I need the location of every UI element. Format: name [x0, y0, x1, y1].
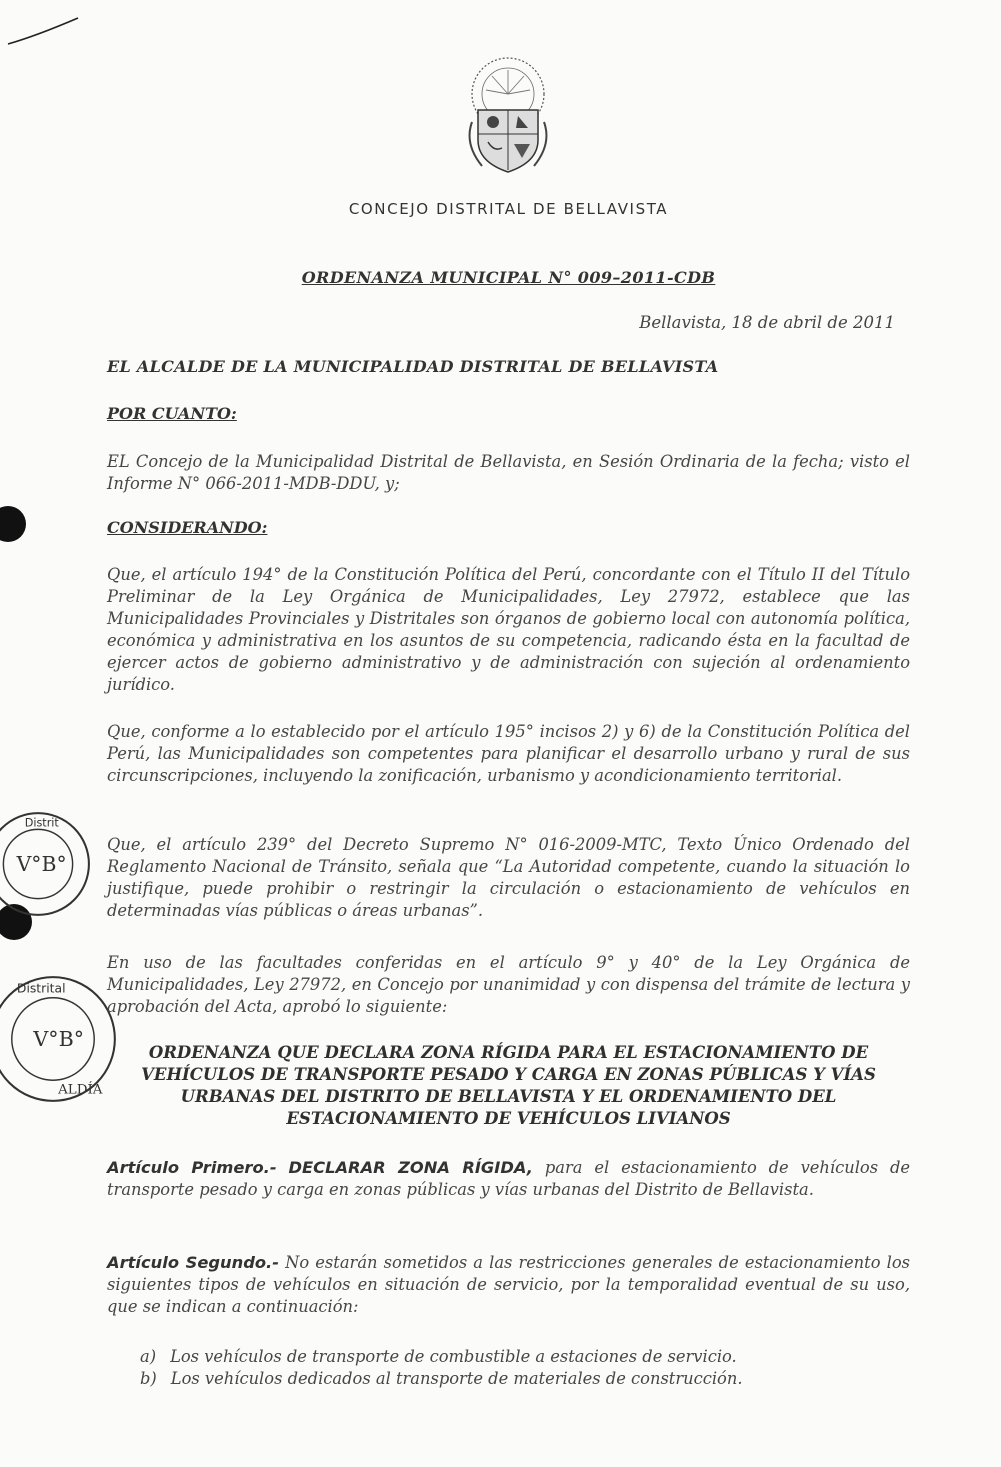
considerando-paragraph: Que, el artículo 239° del Decreto Supremo N° 016-2009-MTC, Texto Único Ordenado del Reglamento Nacional de Tránsito, señala que “La Autoridad competente, cuando la situación lo justifique, puede prohibir o restringir la circulación o estacionamiento de vehículos en determinadas vías públicas o áreas urbanas”. — [107, 835, 910, 920]
ordinance-title: ORDENANZA QUE DECLARA ZONA RÍGIDA PARA EL ESTACIONAMIENTO DE VEHÍCULOS DE TRANSPORTE PESADO Y CARGA EN ZONAS PÚBLICAS Y VÍAS URBANAS DEL DISTRITO DE BELLAVISTA Y EL ORDENAMIENTO DEL ESTACIONAMIENTO DE VEHÍCULOS LIVIANOS — [141, 1043, 876, 1128]
considerando-paragraph: Que, conforme a lo establecido por el artículo 195° incisos 2) y 6) de la Constitución Política del Perú, las Municipalidades son competentes para planificar el desarrollo urbano y rural de sus circunscripciones, incluyendo la zonificación, urbanismo y acondicionamiento territorial. — [107, 722, 910, 785]
ordinance-number: ORDENANZA MUNICIPAL N° 009–2011-CDB — [301, 268, 716, 287]
list-item-text: Los vehículos de transporte de combustible a estaciones de servicio. — [170, 1347, 737, 1366]
por-cuanto-label: POR CUANTO: — [107, 404, 237, 423]
alcaldia-stamp-icon — [0, 972, 120, 1106]
considerando-paragraph: En uso de las facultades conferidas en el artículo 9° y 40° de la Ley Orgánica de Municipalidades, Ley 27972, en Concejo por unanimidad y con dispensa del trámite de lectura y aprobación del Acta, aprobó lo siguiente: — [107, 953, 910, 1016]
list-marker: a) — [140, 1347, 157, 1366]
svg-text:ALDÍA: ALDÍA — [58, 1082, 103, 1098]
svg-text:V°B°: V°B° — [16, 852, 67, 877]
article-second — [107, 1252, 910, 1318]
vobo-stamp-icon — [0, 808, 94, 920]
punch-hole — [0, 506, 26, 542]
considerando-paragraph: Que, el artículo 194° de la Constitución Política del Perú, concordante con el Título II del Título Preliminar de la Ley Orgánica de Municipalidades, Ley 27972, establece que las Municipalidades Provinciales y Distritales son órganos de gobierno local con autonomía política, económica y administrativa en los asuntos de su competencia, radicando ésta en la facultad de ejercer actos de gobierno administrativo y de administración con sujeción al ordenamiento jurídico. — [107, 565, 910, 694]
article-label: Artículo Segundo.- — [107, 1253, 279, 1272]
svg-text:V°B°: V°B° — [33, 1027, 85, 1052]
article-text: para el estacionamiento de vehículos de transporte pesado y carga en zonas públicas y vías urbanas del Distrito de Bellavista. — [107, 1158, 911, 1199]
list-item — [140, 1346, 900, 1368]
municipal-crest-icon — [458, 52, 558, 180]
svg-text:Distrital: Distrital — [16, 981, 66, 996]
list-marker: b) — [140, 1369, 157, 1388]
article-emphasis: DECLARAR ZONA RÍGIDA, — [288, 1158, 533, 1177]
mayor-line: EL ALCALDE DE LA MUNICIPALIDAD DISTRITAL DE BELLAVISTA — [107, 357, 719, 376]
article-text: No estarán sometidos a las restricciones generales de estacionamiento los siguientes tipos de vehículos en situación de servicio, por la temporalidad eventual de su uso, que se indican a continuación: — [107, 1253, 910, 1316]
vehicle-list — [140, 1346, 900, 1390]
considerando-label: CONSIDERANDO: — [107, 518, 268, 537]
list-item-text: Los vehículos dedicados al transporte de materiales de construcción. — [170, 1369, 743, 1388]
article-first — [107, 1157, 910, 1201]
council-name: CONCEJO DISTRITAL DE BELLAVISTA — [348, 200, 669, 218]
pen-stroke-mark — [6, 14, 86, 48]
article-label: Artículo Primero.- — [107, 1158, 277, 1177]
document-date: Bellavista, 18 de abril de 2011 — [639, 313, 895, 332]
svg-text:Distrit: Distrit — [24, 816, 59, 830]
por-cuanto-text: EL Concejo de la Municipalidad Distrital de Bellavista, en Sesión Ordinaria de la fecha; visto el Informe N° 066-2011-MDB-DDU, y; — [107, 452, 910, 493]
list-item — [140, 1368, 900, 1390]
